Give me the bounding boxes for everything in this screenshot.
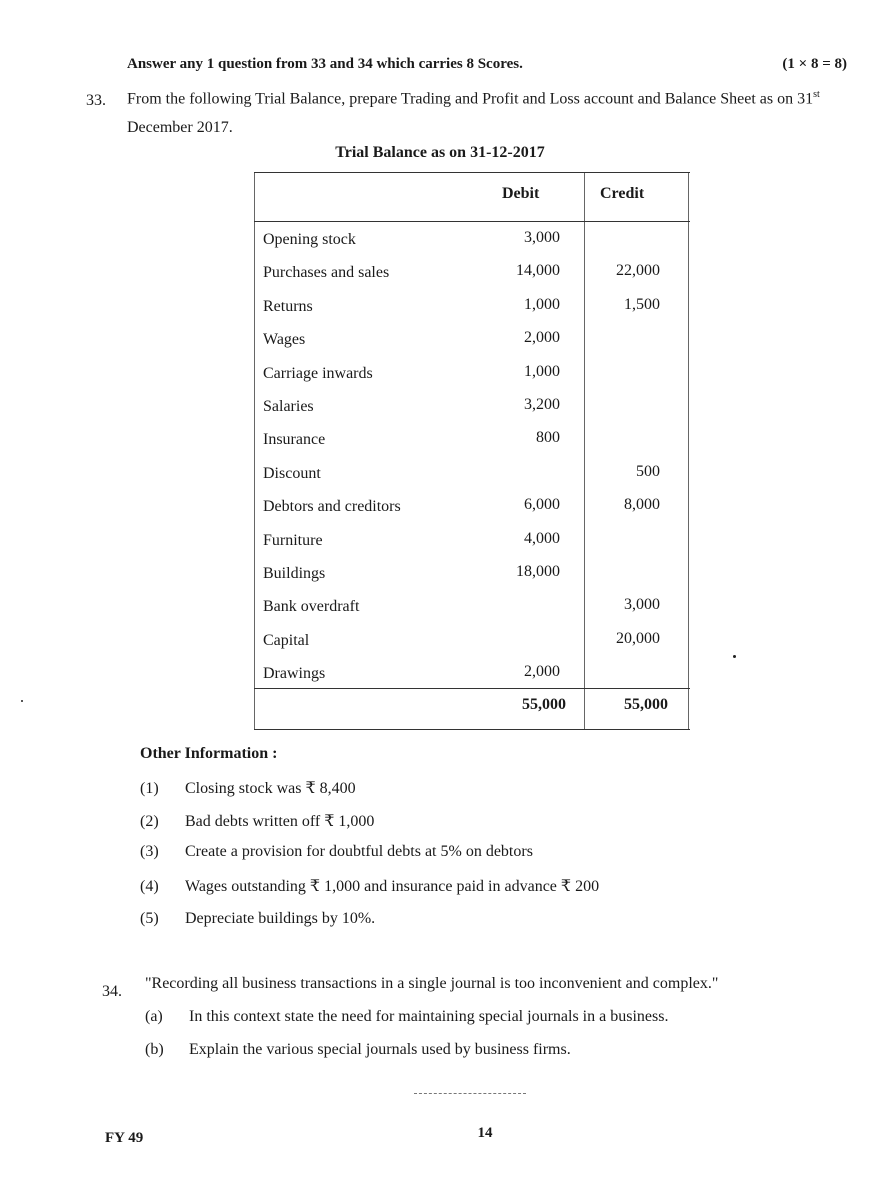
other-info-item-number: (4)	[140, 878, 159, 895]
table-row	[254, 394, 690, 427]
table-row	[254, 494, 690, 527]
row-particulars: Debtors and creditors	[263, 498, 401, 516]
page-number: 14	[477, 1125, 493, 1141]
row-particulars: Salaries	[263, 398, 314, 415]
question-34-part	[145, 1041, 571, 1059]
table-row	[254, 528, 690, 561]
table-row	[254, 361, 690, 394]
other-info-item-number: (2)	[140, 813, 159, 830]
question-34-quote: "Recording all business transactions in a single journal is too inconvenient and complex."	[145, 975, 719, 992]
question-34-part-number: (b)	[145, 1041, 164, 1058]
marks-label: (1 × 8 = 8)	[782, 56, 847, 72]
other-information-heading: Other Information :	[140, 745, 278, 762]
row-credit: 20,000	[616, 629, 660, 647]
table-row	[254, 327, 690, 360]
total-credit: 55,000	[624, 696, 668, 713]
row-particulars: Wages	[263, 331, 306, 349]
other-info-item	[140, 876, 599, 896]
table-row	[254, 461, 690, 494]
question-33-number: 33.	[86, 92, 106, 109]
question-34-part-text: Explain the various special journals used by business firms.	[189, 1041, 571, 1058]
other-info-item-number: (1)	[140, 780, 159, 797]
question-33-text-part1: From the following Trial Balance, prepare Trading and Profit and Loss account and Balance Sheet as on 31	[127, 90, 814, 108]
row-credit: 22,000	[616, 262, 660, 280]
table-row	[254, 227, 690, 260]
column-header-debit: Debit	[502, 185, 540, 202]
other-info-item-number: (5)	[140, 910, 159, 927]
row-debit: 4,000	[524, 529, 560, 547]
row-credit: 500	[636, 462, 660, 480]
row-credit: 1,500	[624, 295, 660, 313]
column-header-credit: Credit	[600, 185, 645, 202]
row-debit: 2,000	[524, 663, 560, 681]
other-info-item	[140, 910, 375, 928]
row-debit: 14,000	[516, 262, 560, 280]
question-33-text	[127, 80, 827, 142]
row-debit: 1,000	[524, 295, 560, 313]
row-debit: 18,000	[516, 563, 560, 580]
row-particulars: Returns	[263, 297, 313, 315]
table-row	[254, 294, 690, 327]
other-info-item	[140, 843, 533, 861]
row-particulars: Carriage inwards	[263, 364, 373, 382]
row-credit: 3,000	[624, 596, 660, 614]
row-debit: 6,000	[524, 496, 560, 514]
table-total-row	[254, 691, 690, 727]
table-row	[254, 594, 690, 627]
question-34-part	[145, 1008, 668, 1026]
row-particulars: Bank overdraft	[263, 598, 360, 616]
question-33-superscript: st	[813, 89, 820, 100]
row-particulars: Discount	[263, 464, 321, 482]
scan-speck	[733, 655, 736, 658]
instruction-text: Answer any 1 question from 33 and 34 which carries 8 Scores.	[127, 56, 523, 72]
row-particulars: Drawings	[263, 665, 326, 683]
table-row	[254, 260, 690, 293]
other-info-item-text: Depreciate buildings by 10%.	[185, 910, 376, 927]
other-info-item-text: Wages outstanding ₹ 1,000 and insurance paid in advance ₹ 200	[185, 878, 600, 895]
total-debit: 55,000	[522, 696, 566, 713]
question-34-number: 34.	[102, 983, 122, 1000]
other-info-item	[140, 811, 374, 831]
other-info-item-text: Bad debts written off ₹ 1,000	[185, 813, 375, 830]
row-debit: 2,000	[524, 329, 560, 347]
other-info-item	[140, 778, 356, 798]
table-row	[254, 628, 690, 661]
row-debit: 3,000	[524, 229, 560, 246]
table-row	[254, 661, 690, 694]
question-33-text-part2: December 2017.	[127, 119, 233, 137]
row-particulars: Purchases and sales	[263, 264, 390, 282]
row-particulars: Buildings	[263, 565, 326, 582]
other-info-item-text: Closing stock was ₹ 8,400	[185, 780, 356, 797]
trial-balance-table	[254, 172, 690, 730]
row-debit: 3,200	[524, 396, 560, 413]
table-row	[254, 561, 690, 594]
table-header-rule	[254, 221, 690, 222]
footer-code: FY 49	[105, 1130, 144, 1146]
question-34-part-text: In this context state the need for maintaining special journals in a business.	[189, 1008, 669, 1025]
row-particulars: Opening stock	[263, 231, 356, 248]
row-debit: 1,000	[524, 362, 560, 380]
scan-speck	[21, 700, 23, 702]
section-instruction	[127, 56, 847, 73]
other-info-item-number: (3)	[140, 843, 159, 860]
row-debit: 800	[536, 429, 560, 447]
table-row	[254, 427, 690, 460]
row-particulars: Capital	[263, 631, 310, 649]
row-credit: 8,000	[624, 496, 660, 514]
row-particulars: Furniture	[263, 531, 323, 549]
end-divider	[414, 1093, 526, 1094]
other-info-item-text: Create a provision for doubtful debts at 5% on debtors	[185, 843, 533, 860]
trial-balance-title: Trial Balance as on 31-12-2017	[335, 144, 545, 161]
row-particulars: Insurance	[263, 431, 326, 449]
question-34-part-number: (a)	[145, 1008, 163, 1025]
